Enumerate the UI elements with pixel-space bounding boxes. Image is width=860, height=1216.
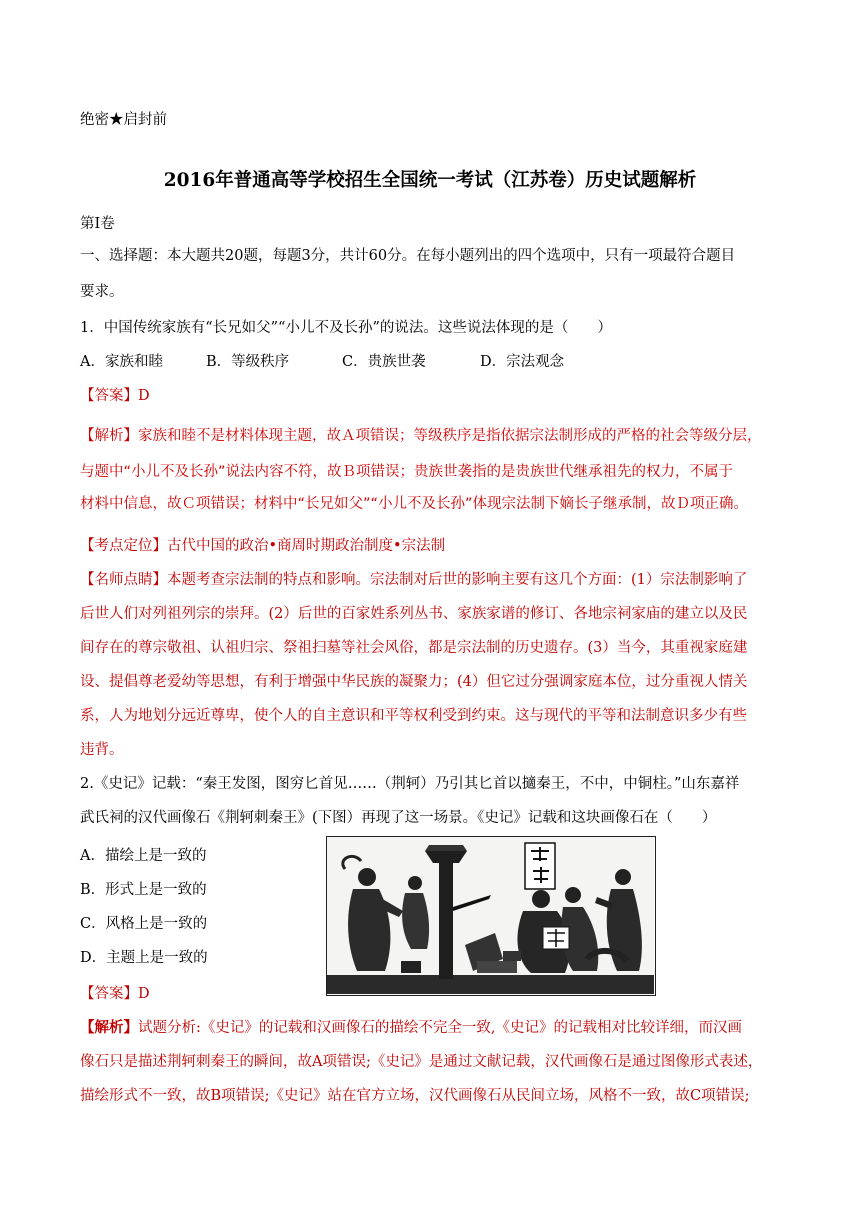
q1-teacher-label: 【名师点睛】 [80, 572, 167, 588]
q1-teacher-line-1 [80, 570, 747, 590]
q2-option-c: C．风格上是一致的 [80, 916, 208, 932]
q1-option-a: A．家族和睦 [80, 354, 163, 370]
q1-point [80, 536, 445, 556]
q1-option-d: D．宗法观念 [480, 354, 565, 370]
q1-analysis-line-3: 材料中信息，故Ｃ项错误；材料中“长兄如父”“小儿不及长孙”体现宗法制下嫡长子继承制，故Ｄ项正确。 [80, 496, 749, 512]
q1-teacher-line-5: 系，人为地划分远近尊卑，使个人的自主意识和平等权利受到约束。这与现代的平等和法制意识多少有些 [80, 708, 747, 724]
stone-relief-image [326, 836, 656, 996]
q1-teacher-line-4: 设、提倡尊老爱幼等思想，有利于增强中华民族的凝聚力；(4）但它过分强调家庭本位，过分重视人情关 [80, 674, 748, 690]
volume-label: 第Ⅰ卷 [80, 216, 115, 232]
q2-analysis-label: 【解析】 [80, 1019, 138, 1036]
q1-point-text: 古代中国的政治•商周时期政治制度•宗法制 [167, 538, 446, 554]
q1-analysis-line-1: 【解析】家族和睦不是材料体现主题，故Ａ项错误；等级秩序是指依据宗法制形成的严格的社会等级分层， [80, 428, 762, 444]
q2-analysis-line-2: 像石只是描述荆轲刺秦王的瞬间，故A项错误;《史记》是通过文献记载，汉代画像石是通过图像形式表述， [80, 1054, 763, 1070]
q1-point-label: 【考点定位】 [80, 538, 167, 554]
q2-stem-line-2: 武氏祠的汉代画像石《荆轲刺秦王》(下图）再现了这一场景。《史记》记载和这块画像石在（ ） [80, 810, 717, 826]
q2-analysis-line-3: 描绘形式不一致，故B项错误;《史记》站在官方立场，汉代画像石从民间立场，风格不一致，故C项错误; [80, 1088, 750, 1104]
q2-option-b: B．形式上是一致的 [80, 882, 207, 898]
q1-teacher-line-6: 违背。 [80, 742, 124, 758]
q2-stem-line-1: 2.《史记》记载：“秦王发图，图穷匕首见……（荆轲）乃引其匕首以擿秦王，不中，中铜柱。”山东嘉祥 [80, 776, 740, 792]
q2-option-a: A．描绘上是一致的 [80, 848, 207, 864]
q1-stem: 1．中国传统家族有“长兄如父”“小儿不及长孙”的说法。这些说法体现的是（ ） [80, 320, 612, 336]
q2-answer: 【答案】D [80, 986, 150, 1002]
q1-answer: 【答案】D [80, 388, 150, 404]
q1-option-c: C．贵族世袭 [342, 354, 426, 370]
q1-teacher-line-3: 间存在的尊宗敬祖、认祖归宗、祭祖扫墓等社会风俗，都是宗法制的历史遗存。(3）当今，其重视家庭建 [80, 640, 748, 656]
q1-option-b: B．等级秩序 [206, 354, 290, 370]
q1-analysis-line-2: 与题中“小儿不及长孙”说法内容不符，故Ｂ项错误；贵族世袭指的是贵族世代继承祖先的权力，不属于 [80, 464, 734, 480]
q2-option-d: D．主题上是一致的 [80, 950, 208, 966]
section-instructions-2: 要求。 [80, 284, 124, 300]
page-title: 2016年普通高等学校招生全国统一考试（江苏卷）历史试题解析 [163, 170, 697, 191]
stone-relief-drawing [327, 837, 654, 994]
section-instructions-1: 一、选择题：本大题共20题，每题3分，共计60分。在每小题列出的四个选项中，只有一项最符合题目 [80, 248, 736, 264]
q2-analysis-line-1 [80, 1018, 742, 1038]
q2-analysis-text-1: 试题分析:《史记》的记载和汉画像石的描绘不完全一致,《史记》的记载相对比较详细，而汉画 [138, 1020, 742, 1036]
secrecy-label: 绝密★启封前 [80, 112, 167, 128]
q1-teacher-text-1: 本题考查宗法制的特点和影响。宗法制对后世的影响主要有这几个方面：(1）宗法制影响了 [167, 572, 748, 588]
q1-teacher-line-2: 后世人们对列祖列宗的崇拜。(2）后世的百家姓系列丛书、家族家谱的修订、各地宗祠家庙的建立以及民 [80, 606, 748, 622]
